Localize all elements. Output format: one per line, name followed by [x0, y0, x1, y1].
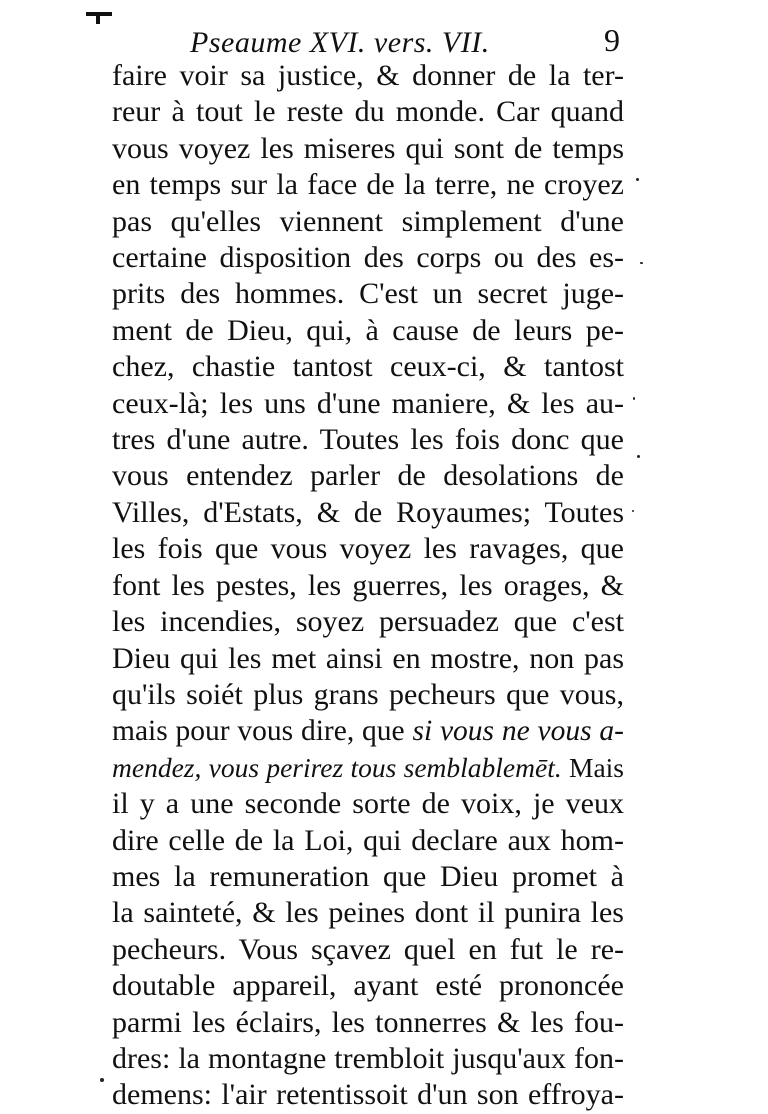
text-line: les incendies, soyez persuadez que c'est — [112, 605, 624, 639]
text-line: dire celle de la Loi, qui declare aux hom- — [112, 823, 624, 857]
ink-speck — [640, 262, 643, 264]
text-line: pecheurs. Vous sçavez quel en fut le re- — [112, 932, 624, 966]
text-line: doutable appareil, ayant esté prononcée — [112, 969, 624, 1003]
text-line: tres d'une autre. Toutes les fois donc que — [112, 423, 624, 457]
text-line: mes la remuneration que Dieu promet à — [112, 859, 624, 893]
text-line: dres: la montagne trembloit jusqu'aux fon- — [112, 1041, 624, 1075]
text-line: qu'ils soiét plus grans pecheurs que vous, — [112, 677, 624, 711]
text-line: les fois que vous voyez les ravages, que — [112, 532, 624, 566]
text-line: reur à tout le reste du monde. Car quand — [112, 95, 624, 129]
printer-mark — [86, 12, 112, 16]
ink-speck — [633, 397, 635, 400]
text-line: demens: l'air retentissoit d'un son effroya- — [112, 1078, 624, 1112]
ink-speck — [636, 178, 639, 181]
text-line: Villes, d'Estats, & de Royaumes; Toutes — [112, 495, 624, 529]
text-line: chez, chastie tantost ceux-ci, & tantost — [112, 350, 624, 384]
text-line: il y a une seconde sorte de voix, je veux — [112, 787, 624, 821]
running-head: Pseaume XVI. vers. VII. — [190, 26, 490, 59]
line-italic-segment: mendez, vous perirez tous semblablemēt. — [112, 751, 562, 783]
text-line: pas qu'elles viennent simplement d'une — [112, 204, 624, 238]
text-line: faire voir sa justice, & donner de la ter- — [112, 59, 624, 92]
text-line: vous entendez parler de desolations de — [112, 459, 624, 493]
body-text — [112, 58, 624, 1114]
text-line-mixed — [112, 713, 624, 749]
page-number: 9 — [604, 22, 620, 58]
line-roman-segment: mais pour vous dire, que — [112, 715, 413, 748]
text-line: ment de Dieu, qui, à cause de leurs pe- — [112, 313, 624, 347]
ink-speck — [100, 1078, 104, 1082]
text-line: ceux-là; les uns d'une maniere, & les au- — [112, 386, 624, 420]
ink-speck — [632, 510, 634, 512]
text-line: certaine disposition des corps ou des es- — [112, 241, 624, 275]
line-italic-segment: si vous ne vous a- — [412, 715, 624, 748]
text-line: font les pestes, les guerres, les orages, & — [112, 568, 624, 602]
text-line: Dieu qui les met ainsi en mostre, non pas — [112, 641, 624, 675]
text-line: parmi les éclairs, les tonnerres & les fou- — [112, 1005, 624, 1039]
text-line-mixed — [112, 750, 624, 786]
line-roman-segment: Mais — [561, 751, 624, 783]
ink-speck — [637, 455, 640, 458]
text-line: en temps sur la face de la terre, ne croyez — [112, 168, 624, 202]
text-line: vous voyez les miseres qui sont de temps — [112, 131, 624, 165]
text-line: la sainteté, & les peines dont il punira les — [112, 896, 624, 930]
text-line: prits des hommes. C'est un secret juge- — [112, 277, 624, 311]
